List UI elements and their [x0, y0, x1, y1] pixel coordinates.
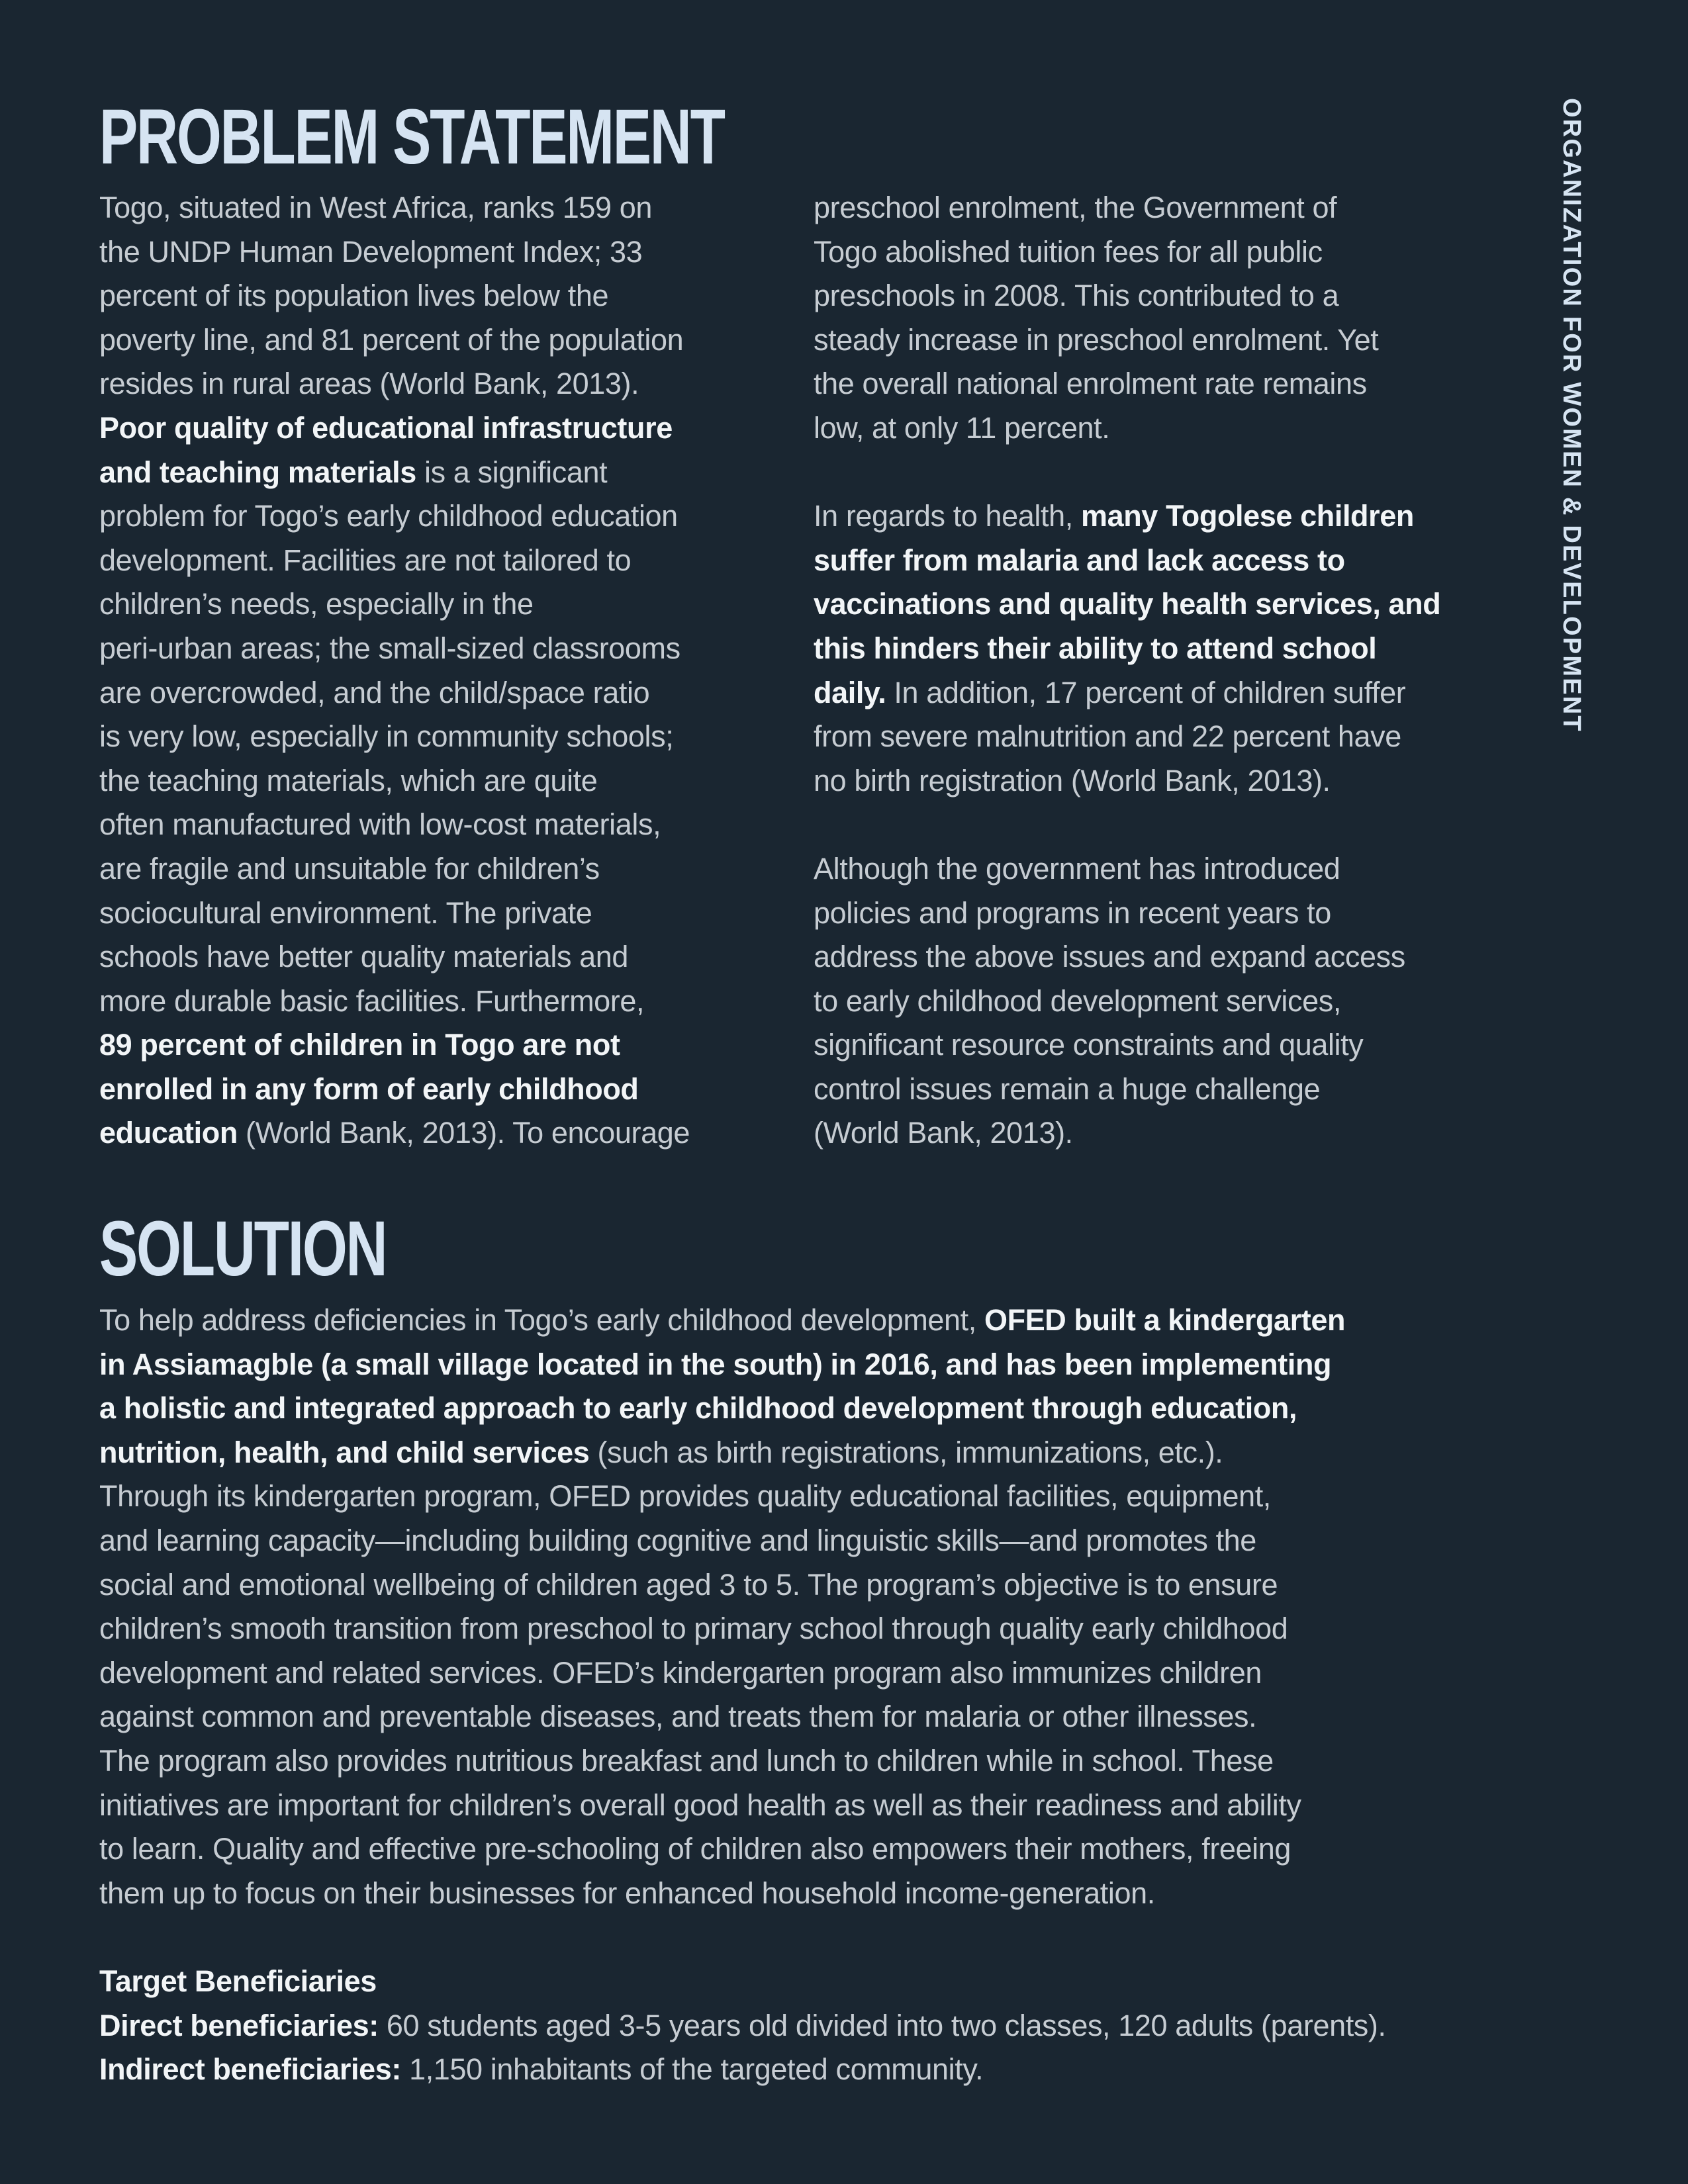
body-text: often manufactured with low-cost materials,: [99, 807, 661, 842]
text-line: [99, 1827, 1345, 1872]
body-text: 60 students aged 3-5 years old divided into two classes, 120 adults (parents).: [378, 2008, 1386, 2042]
body-text: resides in rural areas (World Bank, 2013).: [99, 367, 639, 401]
text-line: [99, 627, 690, 671]
body-text: low, at only 11 percent.: [814, 410, 1110, 445]
text-line: [99, 1343, 1345, 1387]
target-beneficiaries-block: [99, 1960, 1386, 2092]
blank-line: [814, 803, 1440, 847]
solution-heading: SOLUTION: [99, 1205, 387, 1293]
problem-statement-heading: PROBLEM STATEMENT: [99, 93, 724, 181]
text-line: [814, 847, 1440, 891]
emphasis-text: Indirect beneficiaries:: [99, 2052, 401, 2087]
body-text: Through its kindergarten program, OFED provides quality educational facilities, equipment,: [99, 1479, 1271, 1514]
body-text: development and related services. OFED’s kindergarten program also immunizes children: [99, 1655, 1262, 1690]
body-text: problem for Togo’s early childhood education: [99, 499, 678, 533]
emphasis-text: this hinders their ability to attend school: [814, 631, 1377, 665]
text-line: [814, 230, 1440, 275]
body-text: Togo abolished tuition fees for all public: [814, 234, 1323, 269]
emphasis-text: Poor quality of educational infrastructure: [99, 410, 673, 445]
body-text: initiatives are important for children’s overall good health as well as their readiness and ability: [99, 1788, 1301, 1822]
body-text: Although the government has introduced: [814, 851, 1340, 886]
emphasis-text: OFED built a kindergarten: [984, 1303, 1346, 1337]
body-text: children’s smooth transition from preschool to primary school through quality early childhood: [99, 1612, 1288, 1646]
text-line: [814, 318, 1440, 363]
text-line: [99, 1111, 690, 1156]
body-text: address the above issues and expand access: [814, 940, 1405, 974]
body-text: significant resource constraints and quality: [814, 1028, 1364, 1062]
text-line: [99, 582, 690, 627]
text-line: [99, 1475, 1345, 1519]
text-line: [99, 1563, 1345, 1608]
text-line: [99, 2004, 1386, 2048]
text-line: [99, 759, 690, 803]
body-text: them up to focus on their businesses for enhanced household income-generation.: [99, 1876, 1155, 1910]
text-line: [99, 1431, 1345, 1475]
emphasis-text: daily.: [814, 675, 886, 709]
text-line: [99, 891, 690, 936]
text-line: [99, 406, 690, 451]
text-line: [99, 1607, 1345, 1651]
text-line: [814, 406, 1440, 451]
text-line: [814, 1111, 1440, 1156]
emphasis-text: Direct beneficiaries:: [99, 2008, 379, 2042]
text-line: [814, 715, 1440, 759]
text-line: [99, 1298, 1345, 1343]
text-line: [814, 891, 1440, 936]
side-label-text: ORGANIZATION FOR WOMEN & DEVELOPMENT: [1558, 98, 1585, 733]
text-line: [99, 186, 690, 230]
emphasis-text: Target Beneficiaries: [99, 1964, 377, 1998]
body-text: the overall national enrolment rate remains: [814, 367, 1367, 401]
text-line: [99, 274, 690, 318]
body-text: peri-urban areas; the small-sized classrooms: [99, 631, 680, 665]
text-line: [814, 582, 1440, 627]
body-text: sociocultural environment. The private: [99, 895, 592, 930]
text-line: [99, 451, 690, 495]
text-line: [99, 847, 690, 891]
body-text: to learn. Quality and effective pre-schooling of children also empowers their mothers, freeing: [99, 1832, 1291, 1866]
text-line: [814, 935, 1440, 979]
text-line: [99, 1023, 690, 1068]
body-text: preschools in 2008. This contributed to a: [814, 279, 1339, 313]
text-line: [814, 1068, 1440, 1112]
body-text: social and emotional wellbeing of children aged 3 to 5. The program’s objective is to ensure: [99, 1567, 1278, 1602]
text-line: [99, 1695, 1345, 1739]
text-line: [99, 1872, 1345, 1916]
emphasis-text: enrolled in any form of early childhood: [99, 1071, 639, 1106]
text-line: [99, 230, 690, 275]
problem-left-column: [99, 186, 690, 1156]
text-line: [99, 494, 690, 539]
emphasis-text: and teaching materials: [99, 455, 416, 489]
emphasis-text: education: [99, 1116, 238, 1150]
text-line: [99, 935, 690, 979]
body-text: against common and preventable diseases, and treats them for malaria or other illnesses.: [99, 1700, 1257, 1734]
emphasis-text: a holistic and integrated approach to early childhood development through education,: [99, 1391, 1297, 1426]
text-line: [814, 979, 1440, 1024]
text-line: [814, 539, 1440, 583]
blank-line: [814, 451, 1440, 495]
body-text: more durable basic facilities. Furthermore,: [99, 983, 645, 1018]
emphasis-text: many Togolese children: [1080, 499, 1414, 533]
body-text: are overcrowded, and the child/space ratio: [99, 675, 650, 709]
body-text: to early childhood development services,: [814, 983, 1341, 1018]
body-text: the teaching materials, which are quite: [99, 763, 598, 797]
body-text: steady increase in preschool enrolment. Yet: [814, 322, 1379, 357]
text-line: [814, 362, 1440, 406]
text-line: [99, 362, 690, 406]
text-line: [99, 1784, 1345, 1828]
text-line: [814, 494, 1440, 539]
text-line: [99, 1651, 1345, 1696]
body-text: The program also provides nutritious breakfast and lunch to children while in school. These: [99, 1743, 1274, 1778]
body-text: is very low, especially in community schools;: [99, 719, 674, 754]
body-text: are fragile and unsuitable for children’s: [99, 851, 600, 886]
body-text: policies and programs in recent years to: [814, 895, 1331, 930]
text-line: [99, 1960, 1386, 2004]
body-text: poverty line, and 81 percent of the population: [99, 322, 684, 357]
text-line: [814, 671, 1440, 715]
body-text: schools have better quality materials and: [99, 940, 629, 974]
text-line: [99, 671, 690, 715]
side-organization-label: [1557, 98, 1587, 780]
body-text: (World Bank, 2013).: [814, 1116, 1073, 1150]
problem-right-column: [814, 186, 1440, 1156]
emphasis-text: nutrition, health, and child services: [99, 1435, 590, 1469]
solution-paragraph: [99, 1298, 1345, 1915]
text-line: [99, 1739, 1345, 1784]
emphasis-text: 89 percent of children in Togo are not: [99, 1028, 620, 1062]
body-text: children’s needs, especially in the: [99, 587, 534, 621]
text-line: [99, 1519, 1345, 1563]
body-text: development. Facilities are not tailored to: [99, 543, 632, 577]
text-line: [99, 1387, 1345, 1431]
body-text: 1,150 inhabitants of the targeted community.: [400, 2052, 984, 2087]
body-text: the UNDP Human Development Index; 33: [99, 234, 643, 269]
body-text: In regards to health,: [814, 499, 1081, 533]
text-line: [99, 318, 690, 363]
body-text: (such as birth registrations, immunizations, etc.).: [589, 1435, 1223, 1469]
text-line: [814, 627, 1440, 671]
text-line: [814, 759, 1440, 803]
body-text: percent of its population lives below the: [99, 279, 609, 313]
emphasis-text: vaccinations and quality health services, and: [814, 587, 1441, 621]
body-text: preschool enrolment, the Government of: [814, 191, 1337, 224]
text-line: [814, 274, 1440, 318]
text-line: [99, 1068, 690, 1112]
emphasis-text: in Assiamagble (a small village located in the south) in 2016, and has been implementing: [99, 1347, 1332, 1381]
body-text: from severe malnutrition and 22 percent have: [814, 719, 1401, 754]
body-text: and learning capacity—including building cognitive and linguistic skills—and promotes the: [99, 1523, 1256, 1557]
text-line: [814, 1023, 1440, 1068]
text-line: [99, 979, 690, 1024]
text-line: [99, 2048, 1386, 2092]
body-text: control issues remain a huge challenge: [814, 1071, 1321, 1106]
body-text: In addition, 17 percent of children suffer: [886, 675, 1406, 709]
text-line: [99, 539, 690, 583]
body-text: (World Bank, 2013). To encourage: [237, 1116, 690, 1150]
text-line: [99, 715, 690, 759]
body-text: To help address deficiencies in Togo’s early childhood development,: [99, 1303, 984, 1337]
body-text: is a significant: [416, 455, 608, 489]
body-text: Togo, situated in West Africa, ranks 159 on: [99, 191, 652, 224]
emphasis-text: suffer from malaria and lack access to: [814, 543, 1345, 577]
text-line: [814, 186, 1440, 230]
text-line: [99, 803, 690, 847]
body-text: no birth registration (World Bank, 2013).: [814, 763, 1331, 797]
